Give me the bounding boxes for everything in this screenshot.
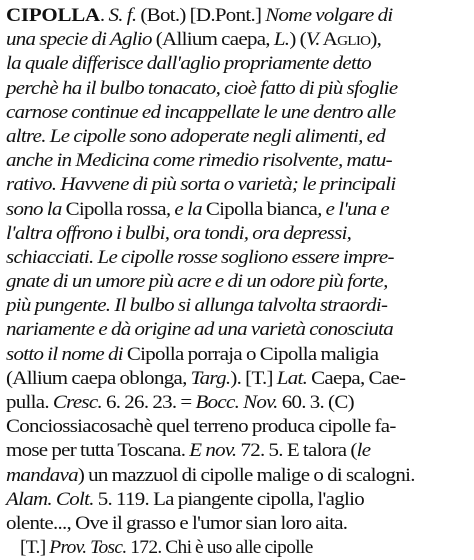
text-run: anche in Medicina come rimedio risolvente, matu- [6,150,392,172]
entry-line [6,125,474,149]
text-run: , e la [165,198,206,220]
text-run: (Allium caepa oblonga, [6,367,191,389]
text-run: Aglio [319,29,371,51]
text-run: Bocc. Nov. [195,392,278,413]
entry-line [6,343,474,367]
text-run: [T.] [20,537,50,559]
entry-line [6,391,474,415]
entry-line [6,415,474,439]
text-run: più pungente. Il bulbo si allunga talvolta straordi- [6,295,388,317]
text-run: mose per tutta Toscana. [6,440,190,462]
text-run: 5. 119. La piangente cipolla, l'aglio [93,488,365,510]
entry-line [6,149,474,173]
entry-line [6,536,468,560]
text-run: E nov. [189,440,237,462]
text-run: l'altra offrono i bulbi, ora tondi, ora depressi, [6,222,352,244]
text-run: sono la [6,198,66,220]
dictionary-entry [6,4,468,560]
entry-line [6,77,474,101]
text-run: 60. 3. (C) [277,392,354,413]
text-run: la quale differisce dall'aglio propriamente detto [6,53,372,75]
entry-line [6,101,474,125]
text-run: perchè ha il bulbo tonacato, cioè fatto di più sfoglie [6,77,398,99]
entry-line [6,198,474,222]
text-run: pulla. [6,392,53,413]
text-run: ). [T.] [230,367,277,389]
text-run: 172. Chi è uso alle cipolle [126,537,313,559]
entry-line [6,28,474,52]
text-run: carnose continue ed incappellate le une dentro alle [6,101,396,123]
text-run: una specie di Aglio [6,29,152,51]
text-run: Nome volgare di [265,5,393,26]
text-run: le [356,440,371,462]
text-run: sotto il nome di [6,343,127,365]
entry-line [6,294,474,318]
text-run: nariamente e dà origine ad una varietà conosciuta [6,319,393,341]
text-run: Cipolla rossa [65,198,166,220]
text-run: 6. 26. 23. = [102,392,196,413]
text-run: S. f. [108,5,137,26]
text-run: olente..., Ove il grasso e l'umor sian loro aita. [6,512,348,534]
text-run: ) un mazzuol di cipolle malige o di scalogni. [77,464,415,486]
text-run: rativo. Havvene di più sorta o varietà; le principali [6,174,396,196]
entry-line [6,367,474,391]
entry-line [6,270,474,294]
text-run: , e l'una e [317,198,389,220]
entry-line [6,52,474,76]
text-run: Conciossiacosachè quel terreno produca cipolle fa- [6,416,396,438]
text-run: gnate di un umore più acre e di un odore più forte, [6,271,388,293]
text-run: Lat. [276,367,308,389]
headword: CIPOLLA [6,5,100,26]
entry-line [6,246,474,270]
text-run: Prov. Tosc. [49,537,127,559]
entry-line [6,512,474,536]
entry-line [6,488,474,512]
entry-line [6,318,474,342]
entry-line [6,464,474,488]
text-run: Targ. [190,367,231,389]
text-run: Caepa, Cae- [307,367,406,389]
text-run: (Bot.) [D.Pont.] [136,5,266,26]
entry-line [6,173,474,197]
text-run: ), [370,29,382,51]
text-run: ) ( [289,29,306,51]
text-run: altre. Le cipolle sono adoperate negli alimenti, ed [6,125,385,147]
entry-line [6,4,474,28]
text-run: . [99,5,109,26]
text-run: V. [305,29,320,51]
text-run: (Allium caepa, [151,29,274,51]
text-run: Alam. Colt. [6,488,94,510]
text-run: L. [273,29,290,51]
entry-line [6,222,474,246]
text-run: 72. 5. E talora ( [236,440,357,462]
text-run: Cresc. [52,392,103,413]
text-run: Cipolla bianca [205,198,318,220]
entry-line [6,439,474,463]
text-run: schiacciati. Le cipolle rosse sogliono essere impre- [6,246,394,268]
text-run: Cipolla porraja o Cipolla maligia [126,343,379,365]
text-run: mandava [6,464,78,486]
